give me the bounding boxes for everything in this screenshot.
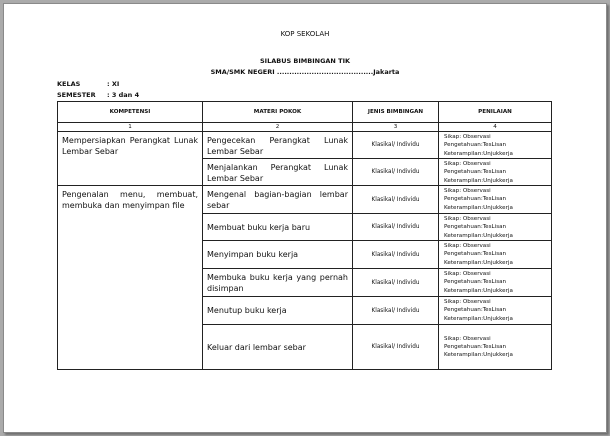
penilaian-line: Keterampilan:Unjukkerja	[444, 204, 513, 211]
column-number: 2	[203, 123, 353, 132]
table-row	[58, 132, 552, 159]
materi-cell: Menutup buku kerja	[203, 297, 353, 325]
penilaian-line: Keterampilan:Unjukkerja	[444, 232, 513, 239]
header-kompetensi: KOMPETENSI	[58, 102, 203, 123]
penilaian-line: Sikap: Observasi	[444, 216, 491, 222]
penilaian-line: Keterampilan:Unjukkerja	[444, 259, 513, 266]
materi-cell: Keluar dari lembar sebar	[203, 325, 353, 370]
penilaian-cell	[439, 241, 552, 269]
penilaian-cell	[439, 159, 552, 186]
penilaian-cell	[439, 132, 552, 159]
penilaian-line: Sikap: Observasi	[444, 271, 491, 277]
kompetensi-cell: Pengenalan menu, membuat, membuka dan menyimpan file	[58, 186, 203, 370]
penilaian-line: Pengetahuan:TesLisan	[444, 196, 507, 203]
penilaian-line: Pengetahuan:TesLisan	[444, 224, 507, 231]
jenis-cell: Klasikal/ Individu	[353, 214, 439, 241]
semester-value: : 3 dan 4	[107, 91, 140, 99]
header-penilaian: PENILAIAN	[439, 102, 552, 123]
penilaian-line: Keterampilan:Unjukkerja	[444, 315, 513, 322]
kompetensi-cell: Mempersiapkan Perangkat Lunak Lembar Sebar	[58, 132, 203, 186]
column-number: 4	[439, 123, 552, 132]
document-subtitle: SMA/SMK NEGERI .......................................Jakarta	[210, 68, 400, 76]
penilaian-cell	[439, 297, 552, 325]
penilaian-cell	[439, 214, 552, 241]
jenis-cell: Klasikal/ Individu	[353, 297, 439, 325]
penilaian-line: Pengetahuan:TesLisan	[444, 307, 507, 314]
kelas-value: : XI	[107, 80, 120, 88]
header-materi-pokok: MATERI POKOK	[203, 102, 353, 123]
penilaian-line: Sikap: Observasi	[444, 188, 491, 194]
column-number: 3	[353, 123, 439, 132]
penilaian-line: Keterampilan:Unjukkerja	[444, 150, 513, 157]
jenis-cell: Klasikal/ Individu	[353, 241, 439, 269]
penilaian-line: Sikap: Observasi	[444, 161, 491, 167]
penilaian-line: Pengetahuan:TesLisan	[444, 343, 507, 350]
penilaian-line: Keterampilan:Unjukkerja	[444, 352, 513, 359]
semester-label: SEMESTER	[57, 91, 96, 99]
materi-cell: Membuka buku kerja yang pernah disimpan	[203, 269, 353, 297]
materi-cell: Membuat buku kerja baru	[203, 214, 353, 241]
penilaian-line: Sikap: Observasi	[444, 299, 491, 305]
materi-cell: Menyimpan buku kerja	[203, 241, 353, 269]
silabus-table	[57, 101, 552, 370]
penilaian-line: Pengetahuan:TesLisan	[444, 142, 507, 149]
kop-sekolah: KOP SEKOLAH	[280, 30, 330, 38]
kelas-label: KELAS	[57, 80, 81, 88]
penilaian-line: Pengetahuan:TesLisan	[444, 251, 507, 258]
materi-cell: Mengenal bagian-bagian lembar sebar	[203, 186, 353, 214]
jenis-cell: Klasikal/ Individu	[353, 132, 439, 159]
header-jenis-bimbingan: JENIS BIMBINGAN	[353, 102, 439, 123]
penilaian-line: Sikap: Observasi	[444, 243, 491, 249]
document-title: SILABUS BIMBINGAN TIK	[259, 57, 351, 65]
penilaian-line: Sikap: Observasi	[444, 134, 491, 140]
column-number: 1	[58, 123, 203, 132]
penilaian-cell	[439, 269, 552, 297]
penilaian-line: Pengetahuan:TesLisan	[444, 169, 507, 176]
jenis-cell: Klasikal/ Individu	[353, 186, 439, 214]
column-number-row	[58, 123, 552, 132]
jenis-cell: Klasikal/ Individu	[353, 325, 439, 370]
table-row	[58, 186, 552, 214]
table-header-row	[58, 102, 552, 123]
materi-cell: Menjalankan Perangkat Lunak Lembar Sebar	[203, 159, 353, 186]
penilaian-cell	[439, 186, 552, 214]
penilaian-line: Keterampilan:Unjukkerja	[444, 287, 513, 294]
jenis-cell: Klasikal/ Individu	[353, 269, 439, 297]
penilaian-cell	[439, 325, 552, 370]
penilaian-line: Pengetahuan:TesLisan	[444, 279, 507, 286]
penilaian-line: Sikap: Observasi	[444, 335, 491, 342]
jenis-cell: Klasikal/ Individu	[353, 159, 439, 186]
penilaian-line: Keterampilan:Unjukkerja	[444, 177, 513, 184]
materi-cell: Pengecekan Perangkat Lunak Lembar Sebar	[203, 132, 353, 159]
